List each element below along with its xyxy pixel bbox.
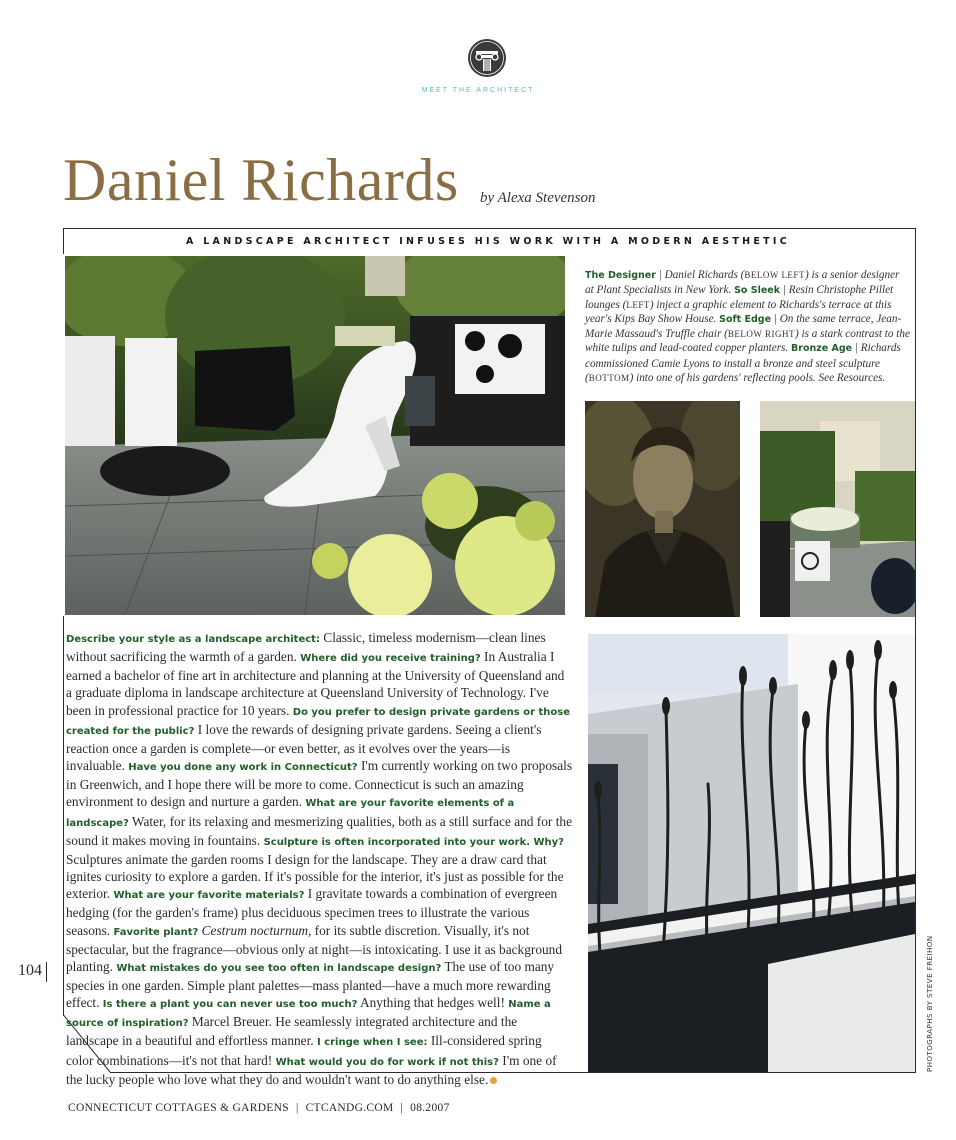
interview-answer: for its subtle discretion. Visually, it's not spectacular, but the fragrance—obvious only at night—is intoxicating. I use it as background planting. — [66, 922, 563, 974]
caption-sep: | — [854, 342, 858, 355]
interview-body — [66, 629, 572, 1088]
footer-date: 08.2007 — [410, 1102, 450, 1114]
interview-question: Have you done any work in Connecticut? — [128, 762, 358, 774]
terrace-photo — [65, 256, 565, 615]
caption-text-designer-b: ) is a senior designer at Plant Specialists in New York. — [585, 269, 900, 297]
footer-sep: | — [400, 1102, 404, 1114]
page-number: 104 — [18, 962, 42, 979]
section-kicker: MEET THE ARCHITECT — [421, 87, 535, 94]
interview-answer: I'm one of the lucky people who love what they do and wouldn't want to do anything else. — [66, 1052, 557, 1087]
portrait-photo — [585, 401, 740, 617]
footer-sep: | — [295, 1102, 299, 1114]
interview-question: What are your favorite elements of a landscape? — [66, 798, 515, 829]
interview-question: What would you do for work if not this? — [275, 1056, 499, 1068]
caption-text-designer-a: Daniel Richards ( — [664, 269, 745, 281]
caption-text-edge-a: On the same terrace, Jean-Marie Massaud's Truffle chair ( — [585, 313, 902, 341]
caption-dir-designer: BELOW LEFT — [744, 270, 805, 280]
interview-question: What mistakes do you see too often in landscape design? — [116, 962, 442, 974]
interview-answer: Anything that hedges well! — [357, 995, 509, 1011]
interview-question: Favorite plant? — [113, 926, 199, 938]
caption-sep: | — [773, 313, 777, 326]
frame-left-lower-rule — [63, 616, 64, 1016]
interview-question: What are your favorite materials? — [113, 890, 305, 902]
interview-answer: Ill-considered spring color combinations—it's not that hard! — [66, 1033, 542, 1068]
page-footer — [68, 1102, 450, 1114]
page-number-rule — [46, 962, 47, 982]
column-capital-icon — [467, 38, 507, 78]
caption-sep: | — [658, 269, 662, 281]
footer-publication: CONNECTICUT COTTAGES & GARDENS — [68, 1102, 289, 1114]
caption-label-designer: The Designer — [585, 270, 656, 281]
frame-top-rule — [63, 228, 916, 229]
interview-question: Describe your style as a landscape architect: — [66, 634, 320, 645]
photo-caption — [585, 268, 910, 385]
interview-question: Do you prefer to design private gardens or those created for the public? — [66, 706, 570, 737]
interview-answer: Marcel Breuer. He seamlessly integrated architecture and the landscape in a beautiful and effortless manner. — [66, 1014, 518, 1049]
interview-question: Name a source of inspiration? — [66, 999, 551, 1030]
interview-answer: The use of too many species in one garden. Simple plant palettes—mass planted—have a much more rewarding effect. — [66, 958, 555, 1011]
caption-text-bronze-b: ) into one of his gardens' reflecting pools. See Resources. — [629, 371, 886, 384]
article-subhead: A LANDSCAPE ARCHITECT INFUSES HIS WORK WITH A MODERN AESTHETIC — [185, 236, 791, 247]
interview-answer: Classic, timeless modernism—clean lines without sacrificing the warmth of a garden. — [66, 630, 546, 665]
caption-dir-sleek: LEFT — [626, 300, 650, 311]
end-mark-icon — [490, 1077, 497, 1084]
caption-text-sleek-a: Resin Christophe Pillet lounges ( — [585, 284, 894, 312]
bronze-sculpture-photo — [588, 634, 915, 1072]
interview-answer: In Australia I earned a bachelor of fine art in architecture and planning at the University of Queensland and a graduate diploma in landscape architecture at Queensland University of Technology. I've been in professional practice for 10 years. — [66, 649, 565, 718]
interview-question: Is there a plant you can never use too much? — [102, 999, 358, 1011]
caption-text-edge-b: ) is a stark contrast to the white tulips and lead-coated copper planters. — [585, 328, 910, 355]
caption-sep: | — [782, 284, 786, 297]
caption-text-bronze-a: Richards commissioned Camie Lyons to install a bronze and steel sculpture ( — [585, 342, 901, 384]
caption-label-edge: Soft Edge — [719, 314, 772, 326]
article-byline: by Alexa Stevenson — [480, 190, 596, 206]
interview-answer: I gravitate towards a combination of evergreen hedging (for the garden's frame) plus deciduous specimen trees to illustrate the various seasons. — [66, 886, 558, 938]
interview-answer: I love the rewards of designing private gardens. Seeing a client's reaction once a garden is complete—or even better, as it evolves over the years—is invaluable. — [66, 721, 542, 774]
photo-credit: PHOTOGRAPHS BY STEVE FREIHON — [926, 935, 934, 1072]
caption-dir-edge: BELOW RIGHT — [727, 329, 795, 340]
footer-site: CTCANDG.COM — [305, 1102, 394, 1114]
truffle-chair-photo — [760, 401, 915, 617]
article-title: Daniel Richards — [63, 147, 459, 213]
caption-label-sleek: So Sleek — [734, 285, 781, 297]
interview-question: Where did you receive training? — [300, 653, 481, 665]
interview-answer-italic: Cestrum nocturnum, — [198, 922, 312, 938]
interview-answer: Water, for its relaxing and mesmerizing qualities, both as a still surface and for the sound it makes moving in fountains. — [66, 813, 572, 848]
caption-label-bronze: Bronze Age — [791, 343, 853, 355]
interview-question: Sculpture is often incorporated into your work. Why? — [263, 836, 564, 848]
caption-dir-bronze: BOTTOM — [588, 372, 630, 383]
interview-answer: Sculptures animate the garden rooms I design for the landscape. They are a draw card that ignites curiosity to explore a garden. If it's possible for the interior, it's just as possible for the exterior. — [66, 851, 564, 902]
interview-answer: I'm currently working on two proposals in Greenwich, and I hope there will be more to come. Connecticut is such an amazing environment to design and nurture a garden. — [66, 758, 573, 810]
caption-text-sleek-b: ) inject a graphic element to Richards's terrace at this year's Kips Bay Show House. — [585, 299, 892, 326]
interview-question: I cringe when I see: — [316, 1037, 428, 1049]
frame-right-rule — [915, 228, 916, 1073]
